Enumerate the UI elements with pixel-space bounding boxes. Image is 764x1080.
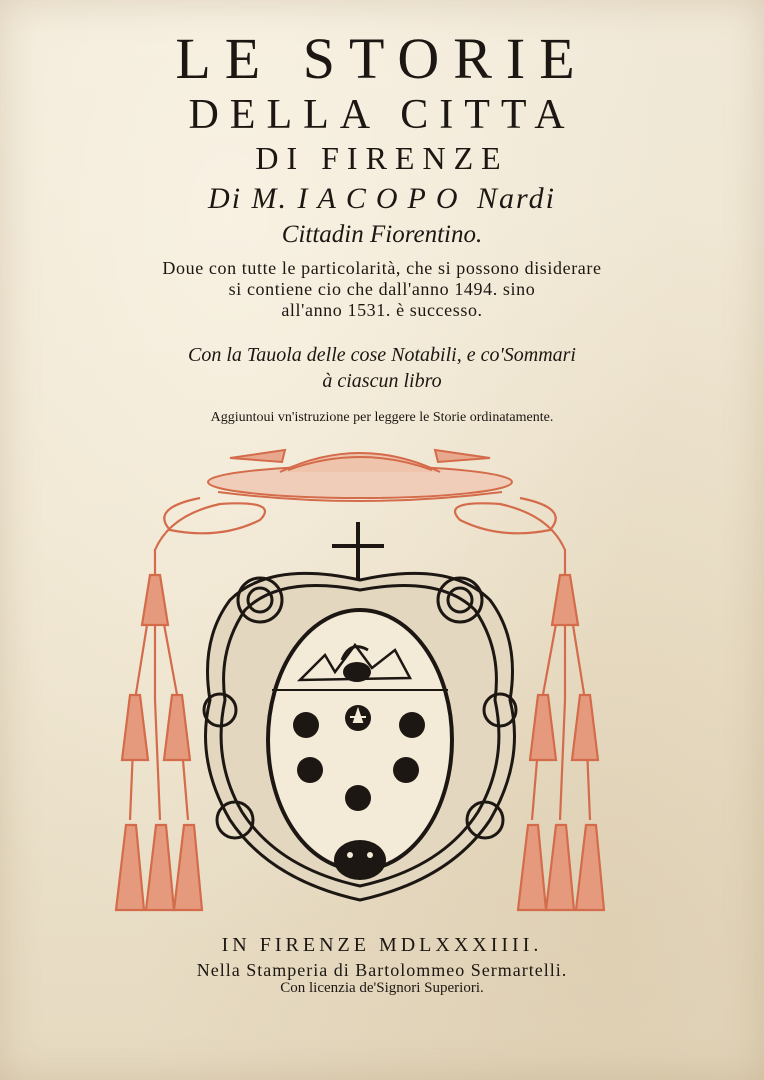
description-line: all'anno 1531. è successo. — [281, 300, 483, 320]
description-block — [0, 258, 764, 321]
title-line-2: DELLA CITTA — [188, 92, 576, 138]
addition-note: Aggiuntoui vn'istruzione per leggere le Storie ordinatamente. — [210, 410, 554, 425]
imprint-license: Con licenzia de'Signori Superiori. — [280, 980, 484, 996]
imprint-place-date: IN FIRENZE MDLXXXIIII. — [221, 934, 543, 956]
description-line: Doue con tutte le particolarità, che si possono disiderare — [162, 258, 602, 278]
galero-hat-icon — [208, 450, 512, 501]
cardinal-coat-of-arms — [110, 440, 610, 920]
author-prefix: Di M. — [208, 182, 289, 215]
table-note-line: à ciascun libro — [322, 370, 442, 392]
table-note — [0, 342, 764, 394]
title-line-3: DI FIRENZE — [255, 140, 509, 176]
fleur-de-lis-icon — [345, 705, 371, 731]
author-citizenship: Cittadin Fiorentino. — [281, 221, 483, 248]
mask-icon — [334, 840, 386, 880]
author-last-name: Nardi — [477, 182, 556, 215]
author-line — [0, 184, 764, 214]
cross-icon — [332, 522, 384, 582]
description-line: si contiene cio che dall'anno 1494. sino — [228, 279, 536, 299]
author-first-name: IACOPO — [297, 182, 468, 215]
shield-icon — [268, 610, 452, 870]
imprint-printer: Nella Stamperia di Bartolommeo Sermartelli. — [196, 960, 568, 980]
table-note-line: Con la Tauola delle cose Notabili, e co'Sommari — [188, 344, 576, 366]
title-line-1: LE STORIE — [175, 26, 589, 91]
